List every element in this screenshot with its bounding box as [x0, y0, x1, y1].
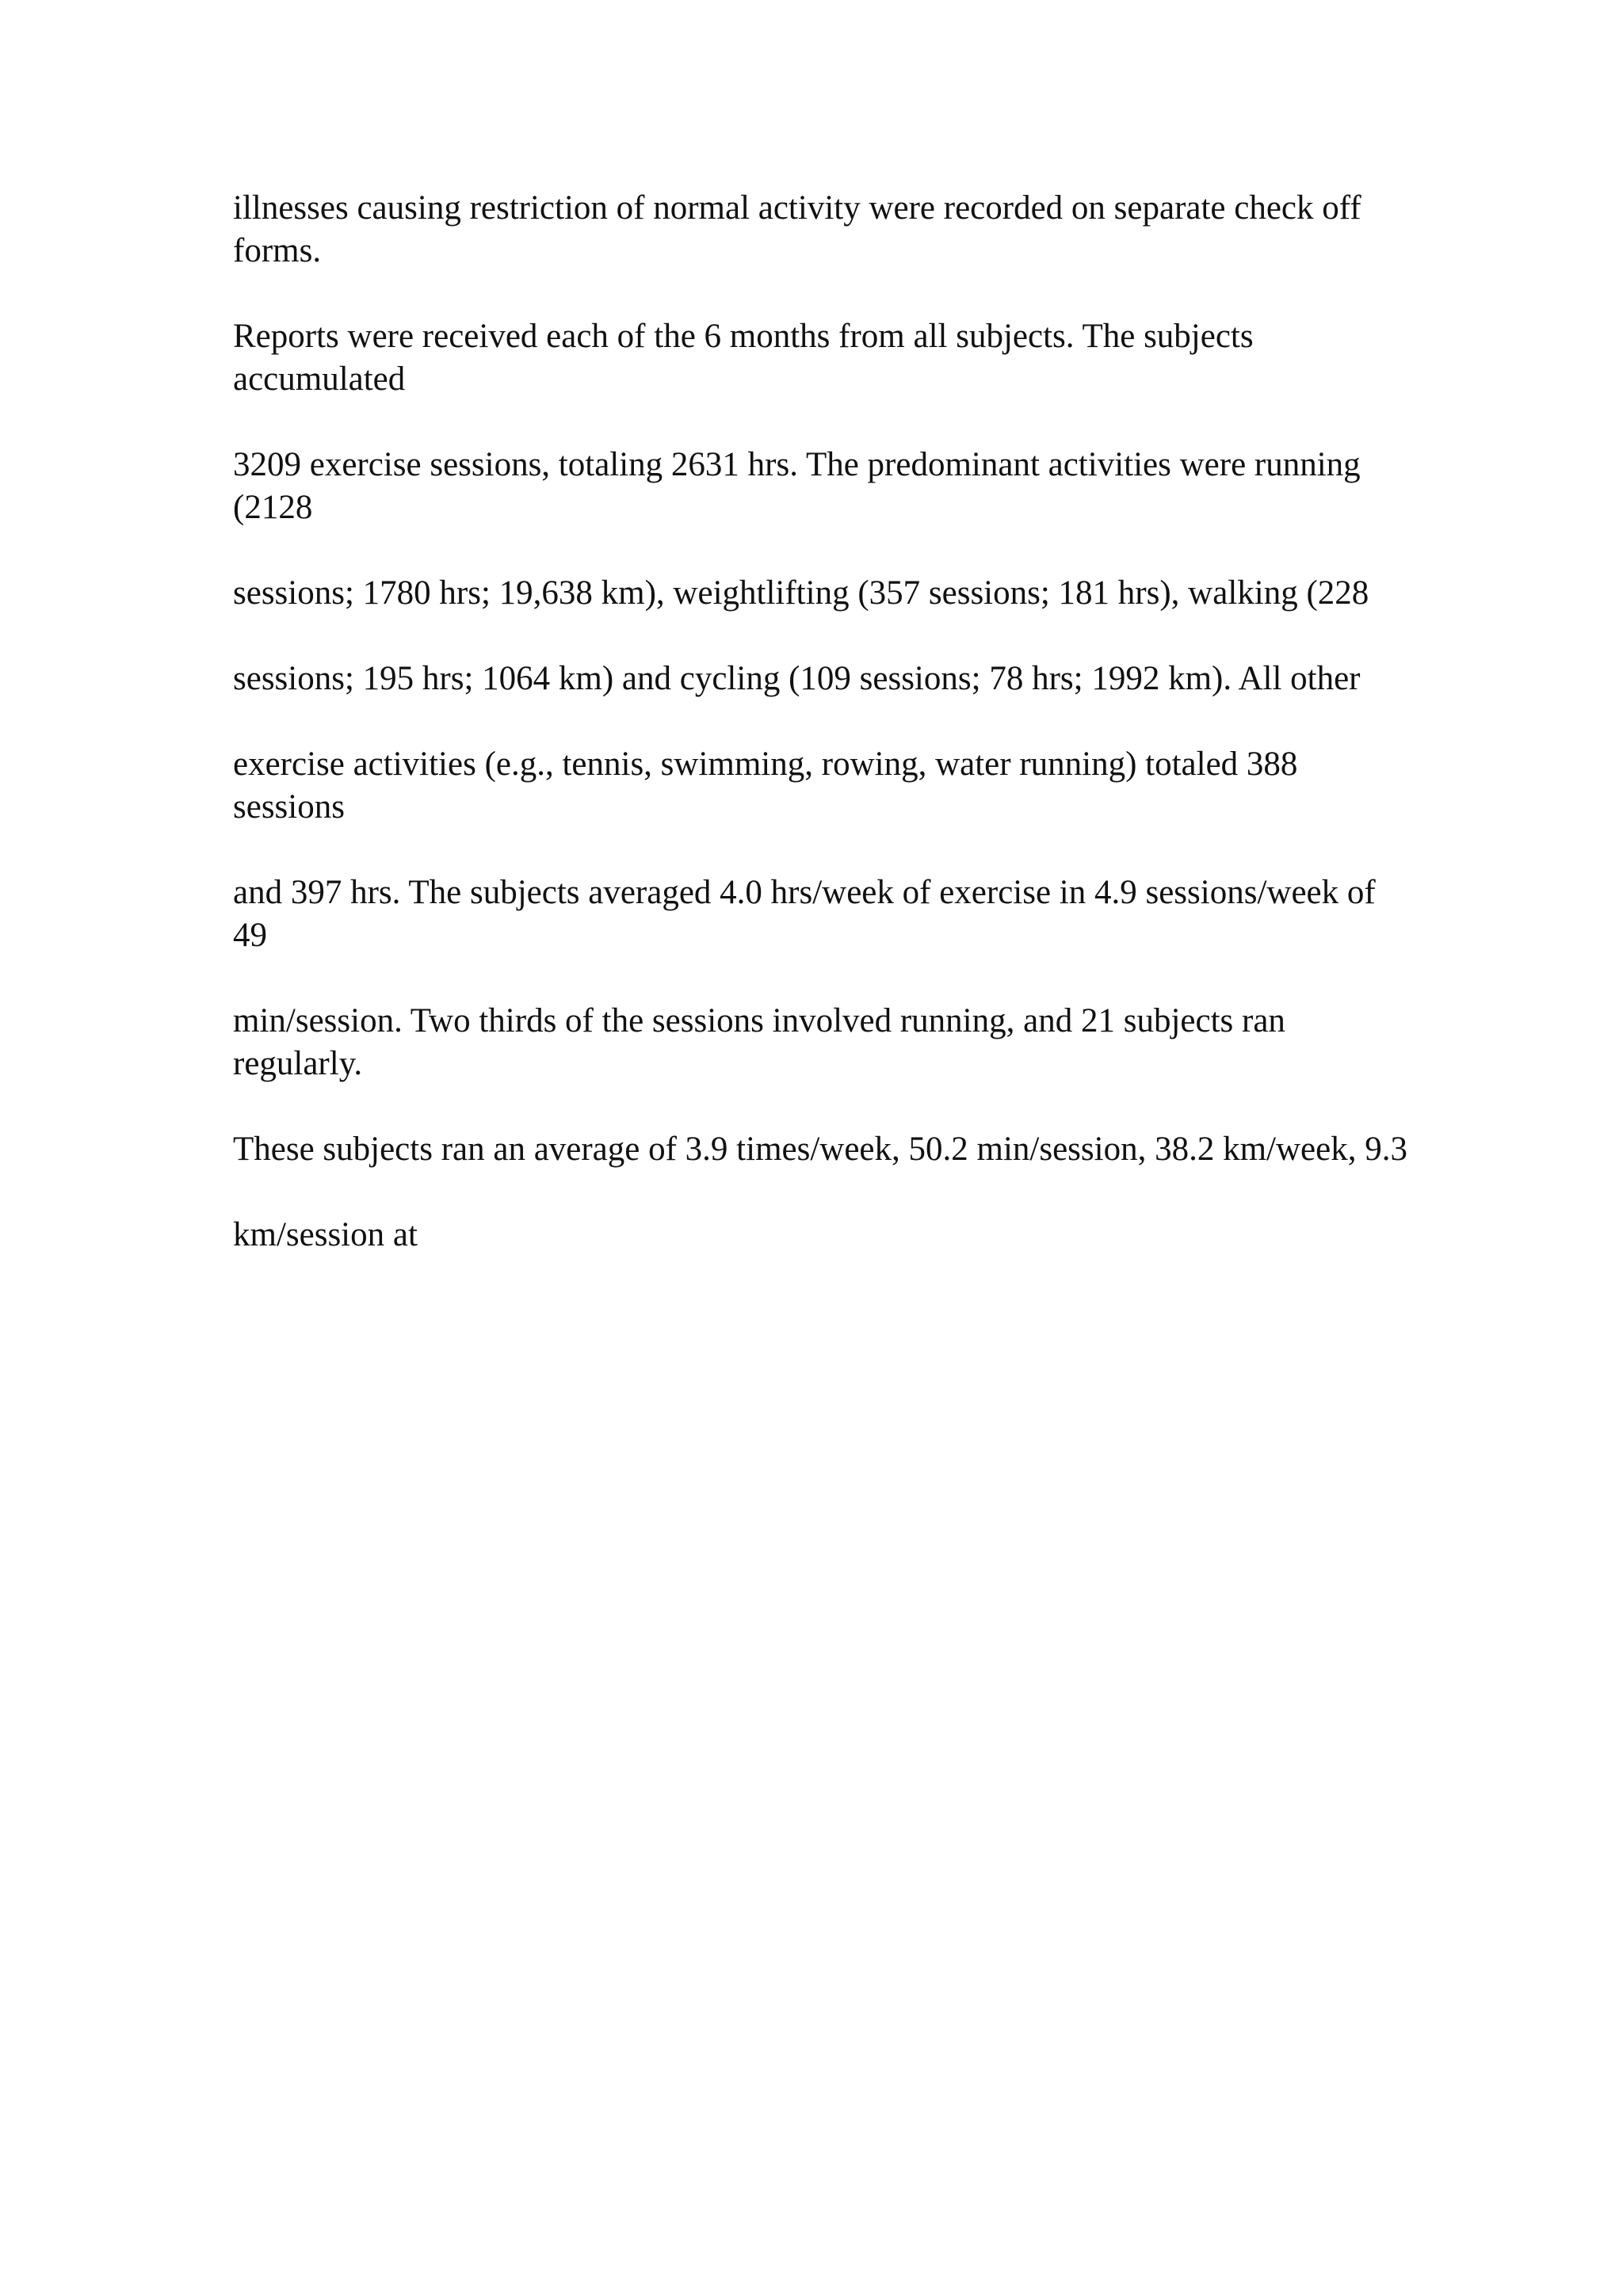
paragraph-1 [233, 187, 1517, 273]
text-line: Reports were received each of the 6 months from all subjects. The subjects [233, 318, 1254, 355]
paragraph-9 [233, 1128, 1517, 1171]
paragraph-6 [233, 743, 1517, 829]
paragraph-7 [233, 871, 1517, 957]
text-line: regularly. [233, 1045, 363, 1082]
text-line: (2128 [233, 489, 313, 526]
paragraph-3 [233, 444, 1517, 529]
paragraph-8 [233, 1000, 1517, 1085]
paragraph-5 [233, 658, 1517, 700]
text-line: These subjects ran an average of 3.9 times/week, 50.2 min/session, 38.2 km/week, 9.3 [233, 1131, 1407, 1168]
text-line: and 397 hrs. The subjects averaged 4.0 hrs/week of exercise in 4.9 sessions/week of [233, 874, 1376, 911]
text-line: sessions [233, 788, 345, 826]
text-line: forms. [233, 232, 322, 269]
body-text [233, 187, 1517, 1299]
text-line: sessions; 195 hrs; 1064 km) and cycling (109 sessions; 78 hrs; 1992 km). All other [233, 660, 1361, 697]
text-line: 3209 exercise sessions, totaling 2631 hrs. The predominant activities were running [233, 446, 1361, 483]
text-line: km/session at [233, 1216, 418, 1253]
paragraph-10 [233, 1214, 1517, 1257]
text-line: accumulated [233, 360, 406, 398]
text-line: 49 [233, 917, 267, 954]
text-line: exercise activities (e.g., tennis, swimming, rowing, water running) totaled 388 [233, 746, 1298, 783]
text-line: illnesses causing restriction of normal activity were recorded on separate check off [233, 189, 1361, 227]
text-line: min/session. Two thirds of the sessions involved running, and 21 subjects ran [233, 1002, 1285, 1039]
paragraph-2 [233, 315, 1517, 401]
paragraph-4 [233, 572, 1517, 615]
text-line: sessions; 1780 hrs; 19,638 km), weightlifting (357 sessions; 181 hrs), walking (228 [233, 574, 1369, 612]
